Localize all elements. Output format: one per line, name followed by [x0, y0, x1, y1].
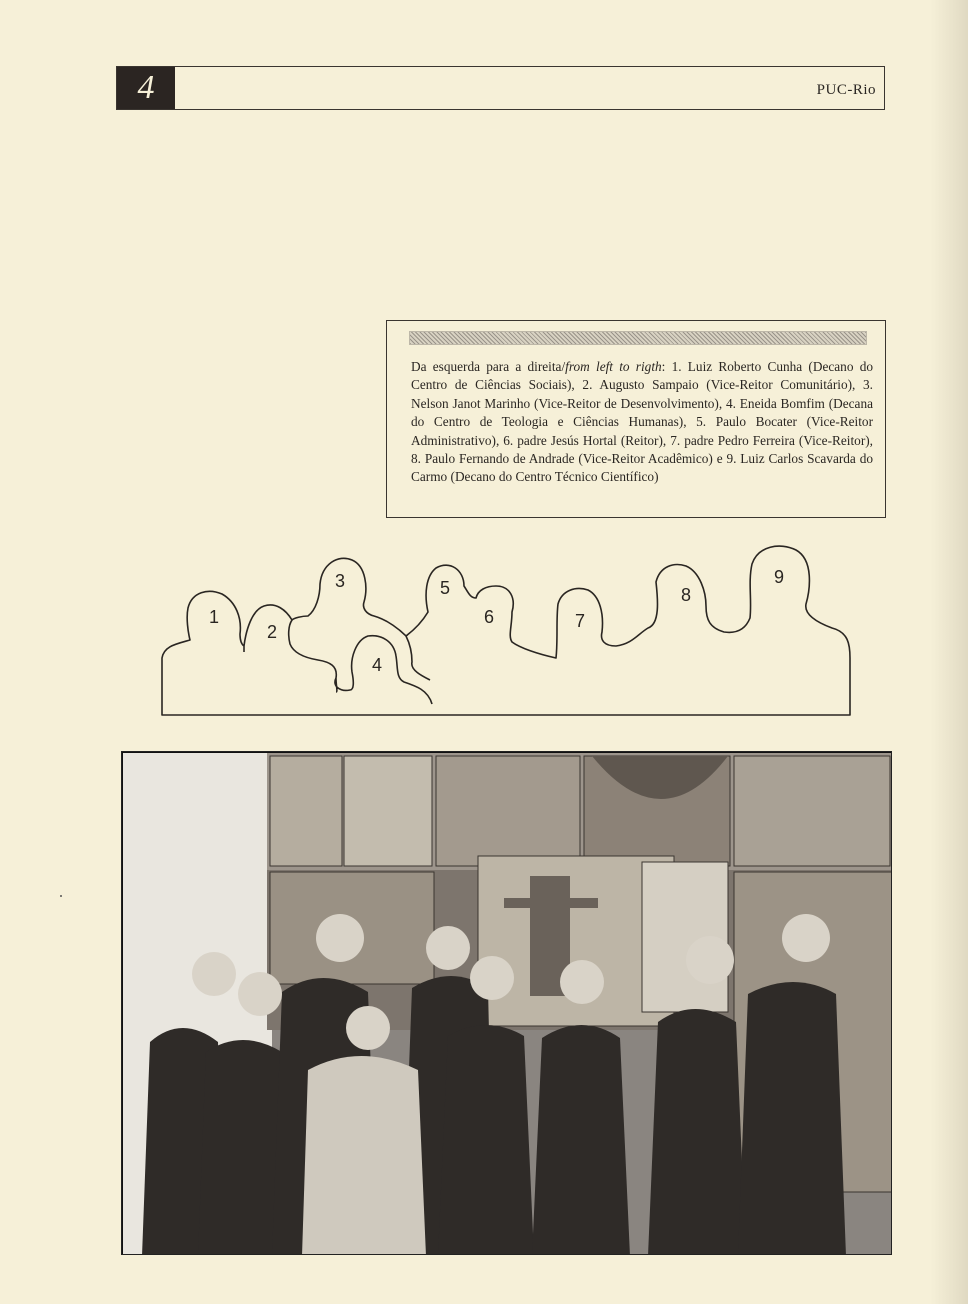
page-number: 4 — [117, 67, 175, 109]
page-header — [116, 66, 885, 110]
silhouette-key-diagram — [160, 540, 860, 720]
group-photograph-image — [122, 752, 892, 1255]
key-number-9: 9 — [773, 567, 785, 587]
caption-lead: Da esquerda para a direita/ — [411, 359, 566, 374]
key-number-7: 7 — [574, 611, 586, 631]
key-number-8: 8 — [680, 585, 692, 605]
page-spine-shadow — [930, 0, 968, 1304]
paper-speck — [60, 895, 62, 897]
caption-hatched-band — [409, 331, 867, 345]
key-number-3: 3 — [334, 571, 346, 591]
caption-text — [411, 358, 873, 487]
key-number-6: 6 — [483, 607, 495, 627]
photo-caption-box — [386, 320, 886, 518]
caption-body: : 1. Luiz Roberto Cunha (Decano do Centro de Ciências Sociais), 2. Augusto Sampaio (Vice-Reitor Comunitário), 3. Nelson Janot Marinho (Vice-Reitor de Desenvolvimento), 4. Eneida Bomfim (Decana do Centro de Teologia e Ciências Humanas), 5. Paulo Bocater (Vice-Reitor Administrativo), 6. padre Jesús Hortal (Reitor), 7. padre Pedro Ferreira (Vice-Reitor), 8. Paulo Fernando de Andrade (Vice-Reitor Acadêmico) e 9. Luiz Carlos Scavarda do Carmo (Decano do Centro Técnico Científico) — [411, 359, 873, 485]
silhouette-outline — [162, 546, 850, 715]
journal-name: PUC-Rio — [816, 82, 876, 98]
key-number-2: 2 — [266, 622, 278, 642]
key-number-1: 1 — [208, 607, 220, 627]
key-number-4: 4 — [371, 655, 383, 675]
key-number-5: 5 — [439, 578, 451, 598]
caption-lead-en: from left to rigth — [565, 359, 662, 374]
group-photograph — [121, 751, 892, 1255]
